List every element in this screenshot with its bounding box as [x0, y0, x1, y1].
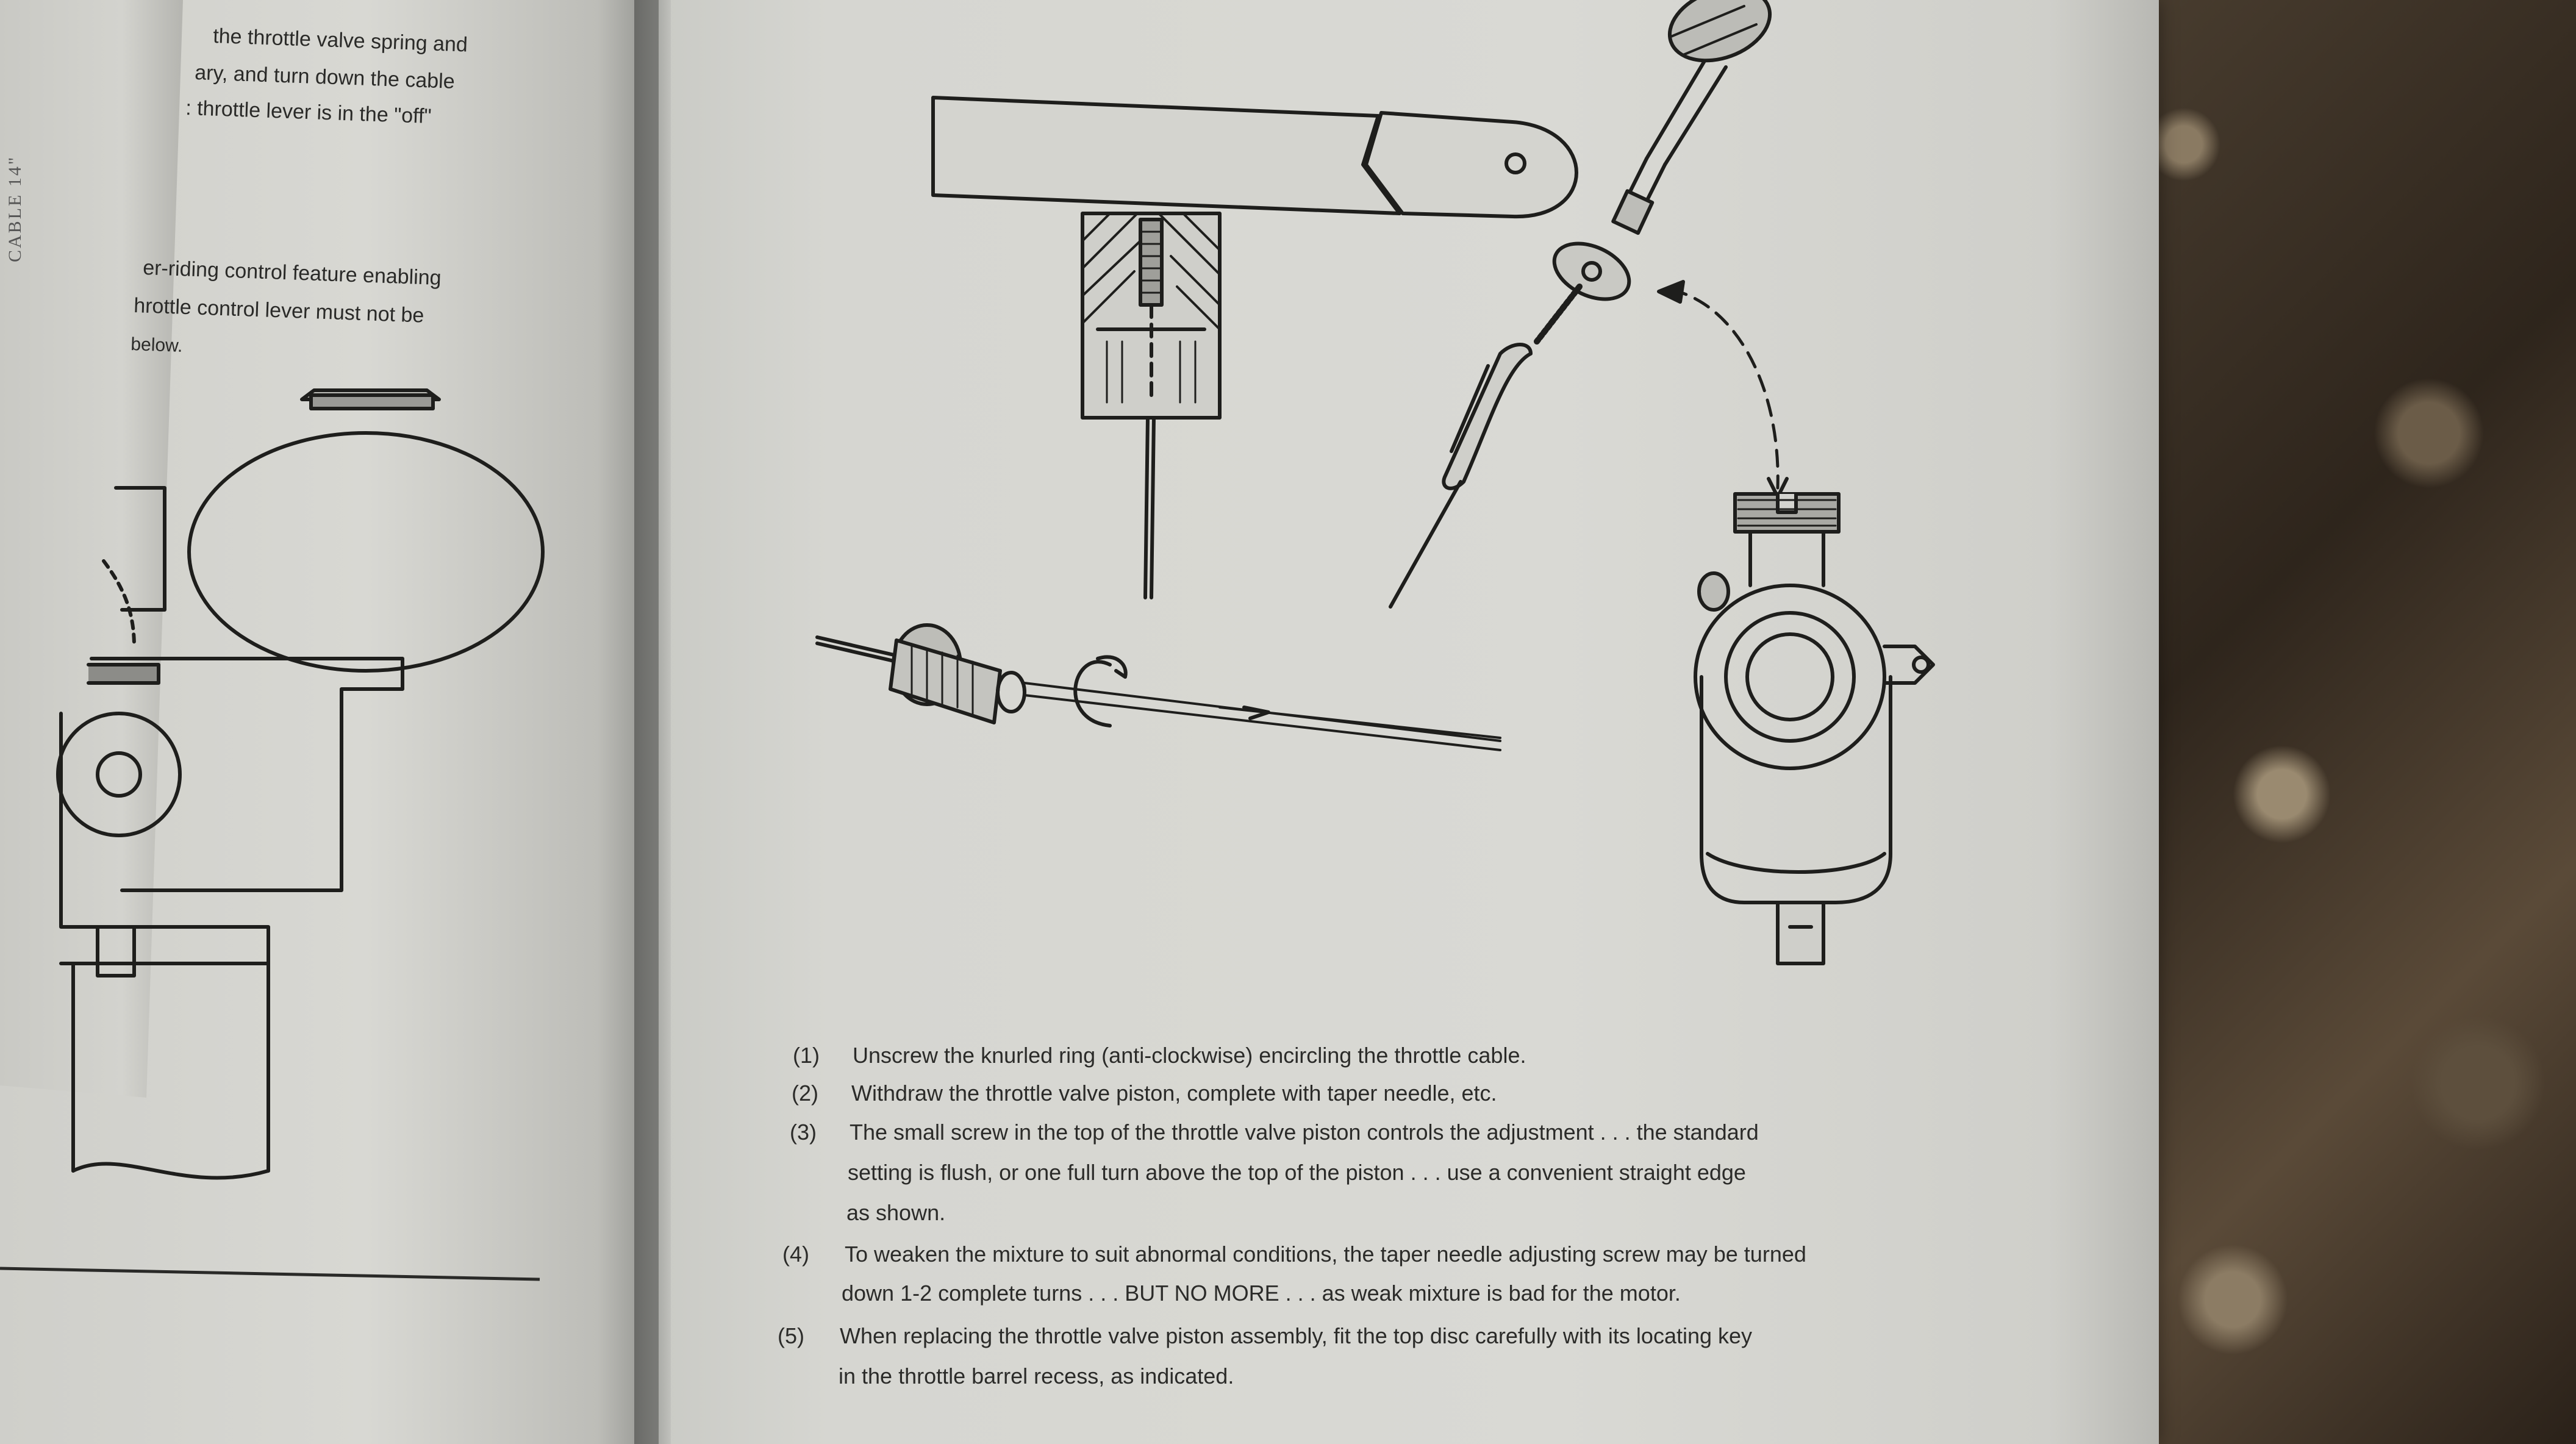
- left-line-4: er-riding control feature enabling: [142, 256, 442, 290]
- side-label: CABLE 14": [5, 155, 25, 262]
- left-line-2: ary, and turn down the cable: [194, 61, 456, 93]
- instruction-line: The small screw in the top of the throttle valve piston controls the adjustment . . . the standard: [850, 1120, 1759, 1145]
- instruction-line: in the throttle barrel recess, as indicated.: [839, 1364, 1234, 1389]
- left-carburettor-drawing: [58, 390, 543, 1178]
- instruction-line: Withdraw the throttle valve piston, complete with taper needle, etc.: [851, 1081, 1497, 1106]
- instruction-line: setting is flush, or one full turn above the top of the piston . . . use a convenient straight edge: [848, 1160, 1746, 1185]
- instruction-line: To weaken the mixture to suit abnormal conditions, the taper needle adjusting screw may be turned: [845, 1242, 1806, 1267]
- knurled-ring-assembly: [1390, 0, 1780, 607]
- instruction-number: (5): [778, 1323, 804, 1348]
- left-page-rule: [0, 1268, 540, 1279]
- instruction-line: as shown.: [846, 1200, 946, 1225]
- left-line-3: : throttle lever is in the "off": [185, 96, 432, 129]
- straight-edge-ruler: [933, 98, 1576, 216]
- left-line-1: the throttle valve spring and: [212, 24, 468, 57]
- left-line-6: below.: [130, 334, 184, 356]
- instruction-line: When replacing the throttle valve piston assembly, fit the top disc carefully with its locating key: [840, 1323, 1753, 1348]
- instruction-number: (4): [782, 1242, 809, 1267]
- adjusting-needle-drawing: [817, 625, 1500, 750]
- instruction-number: (1): [793, 1043, 820, 1068]
- right-carburettor-drawing: [1695, 494, 1933, 963]
- instruction-number: (2): [792, 1081, 818, 1106]
- instruction-line: down 1-2 complete turns . . . BUT NO MORE . . . as weak mixture is bad for the motor.: [842, 1281, 1681, 1306]
- left-line-5: hrottle control lever must not be: [133, 294, 424, 327]
- instruction-number: (3): [790, 1120, 817, 1145]
- locating-arrow: [1659, 282, 1787, 497]
- instruction-line: Unscrew the knurled ring (anti-clockwise) encircling the throttle cable.: [853, 1043, 1526, 1068]
- piston-cross-section: [1082, 213, 1220, 598]
